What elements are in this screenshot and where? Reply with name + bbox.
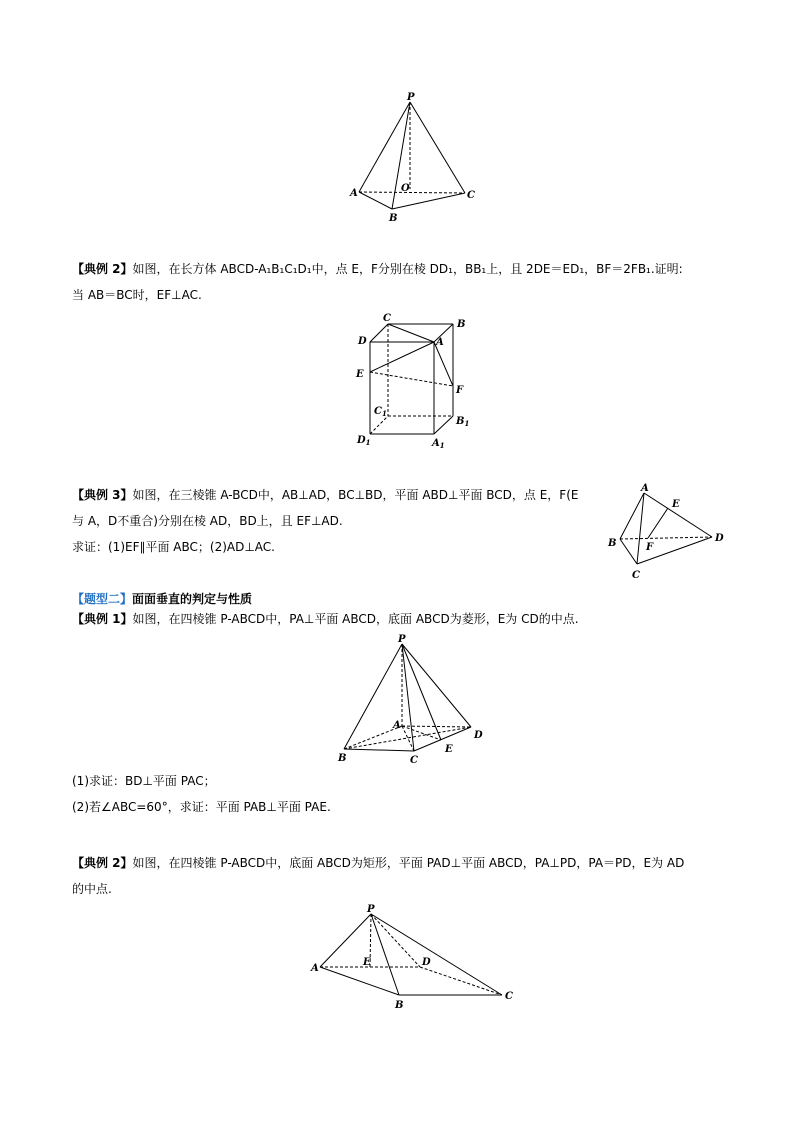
- label-a: A: [350, 188, 358, 199]
- label-a: A: [311, 963, 319, 974]
- edge-ab: [320, 967, 399, 995]
- label-b: B: [457, 319, 466, 330]
- label-b: B: [395, 1000, 404, 1011]
- segment-ea: [370, 342, 434, 372]
- segment-ef: [370, 372, 453, 386]
- example-tag: 【典例 1】: [72, 612, 133, 626]
- segment-ca: [388, 324, 434, 342]
- example-4-questions: [72, 768, 331, 820]
- section-tag: 【题型二】: [72, 592, 133, 606]
- example-4-question-2: (2)若∠ABC=60°，求证：平面 PAB⊥平面 PAE.: [72, 800, 331, 814]
- label-b1: $B_1$: [456, 416, 470, 428]
- edge-pc: [371, 914, 502, 995]
- example-4-line-1: 【典例 1】如图，在四棱锥 P-ABCD中，PA⊥平面 ABCD，底面 ABCD为菱形，E为 CD的中点.: [72, 612, 579, 626]
- edge-bd: [620, 537, 712, 539]
- edge-bc: [392, 193, 465, 209]
- example-3-line-1: 【典例 3】如图，在三棱锥 A-BCD中，AB⊥AD，BC⊥BD，平面 ABD⊥平面 BCD，点 E，F(E: [72, 488, 579, 502]
- label-d: D: [422, 957, 431, 968]
- label-a: A: [436, 337, 444, 348]
- label-a1: $A_1$: [432, 438, 445, 450]
- label-f: F: [456, 385, 464, 396]
- example-4-question-1: (1)求证：BD⊥平面 PAC；: [72, 774, 216, 788]
- label-a: A: [393, 720, 401, 731]
- label-p: P: [407, 92, 415, 103]
- label-c: C: [383, 313, 391, 324]
- example-2-line-1: 【典例 2】如图，在长方体 ABCD-A₁B₁C₁D₁中，点 E，F分别在棱 DD₁，BB₁上，且 2DE＝ED₁，BF＝2FB₁.证明:: [72, 262, 683, 276]
- example-tag: 【典例 2】: [72, 262, 133, 276]
- figure-pyramid-abcd: [604, 482, 734, 582]
- label-c: C: [505, 991, 513, 1002]
- label-c: C: [410, 755, 418, 766]
- edge-pd: [402, 644, 471, 727]
- label-c1: $C_1$: [374, 406, 387, 418]
- label-e: E: [356, 369, 364, 380]
- figure-cuboid: [350, 312, 480, 454]
- edge-pc: [410, 102, 465, 193]
- edge-cd: [370, 324, 388, 342]
- example-tag: 【典例 3】: [72, 488, 133, 502]
- label-o: O: [401, 183, 410, 194]
- edge-cd: [414, 727, 471, 751]
- figure-pyramid-rhombus: [330, 628, 500, 768]
- label-e: E: [445, 744, 453, 755]
- label-d1: $D_1$: [357, 435, 371, 447]
- label-e: E: [672, 499, 680, 510]
- example-3-line-2: 与 A，D不重合)分别在棱 AD，BD上，且 EF⊥AD.: [72, 514, 343, 528]
- example-3-line-3: 求证：(1)EF∥平面 ABC；(2)AD⊥AC.: [72, 540, 275, 554]
- example-5-text: [72, 850, 684, 902]
- label-p: P: [367, 904, 375, 915]
- example-4-text: [72, 606, 579, 632]
- figure-pyramid-pabc: [340, 88, 480, 228]
- label-d: D: [474, 730, 483, 741]
- section-title: 面面垂直的判定与性质: [132, 592, 253, 606]
- example-2-line-2: 当 AB＝BC时，EF⊥AC.: [72, 288, 202, 302]
- label-c: C: [467, 190, 475, 201]
- segment-af: [434, 342, 453, 386]
- edge-ad: [402, 726, 471, 727]
- section-heading: [72, 590, 252, 607]
- example-tag: 【典例 2】: [72, 856, 133, 870]
- example-5-line-1: 【典例 2】如图，在四棱锥 P-ABCD中，底面 ABCD为矩形，平面 PAD⊥平面 ABCD，PA⊥PD，PA＝PD，E为 AD: [72, 856, 685, 870]
- edge-bc: [344, 749, 414, 751]
- label-c: C: [632, 570, 640, 581]
- example-2-text: [72, 256, 683, 308]
- example-5-line-2: 的中点.: [72, 882, 112, 896]
- figure-pyramid-rectangle: [306, 898, 526, 1018]
- label-a: A: [641, 483, 649, 494]
- edge-pd: [371, 914, 420, 967]
- edge-pb: [371, 914, 399, 995]
- label-e: E: [363, 957, 371, 968]
- label-b: B: [389, 213, 398, 224]
- example-3-text: [72, 482, 578, 560]
- segment-ef: [648, 508, 668, 538]
- label-d: D: [358, 336, 367, 347]
- edge-d1c1: [370, 416, 388, 434]
- edge-pb: [344, 644, 402, 749]
- label-b: B: [338, 753, 347, 764]
- edge-ac: [359, 192, 465, 193]
- label-b: B: [608, 538, 617, 549]
- edge-a1b1: [434, 416, 453, 434]
- label-d: D: [715, 533, 724, 544]
- edge-bc: [620, 539, 637, 564]
- label-p: P: [398, 634, 406, 645]
- edge-ab: [359, 192, 392, 209]
- edge-dc: [420, 967, 502, 995]
- label-f: F: [646, 542, 654, 553]
